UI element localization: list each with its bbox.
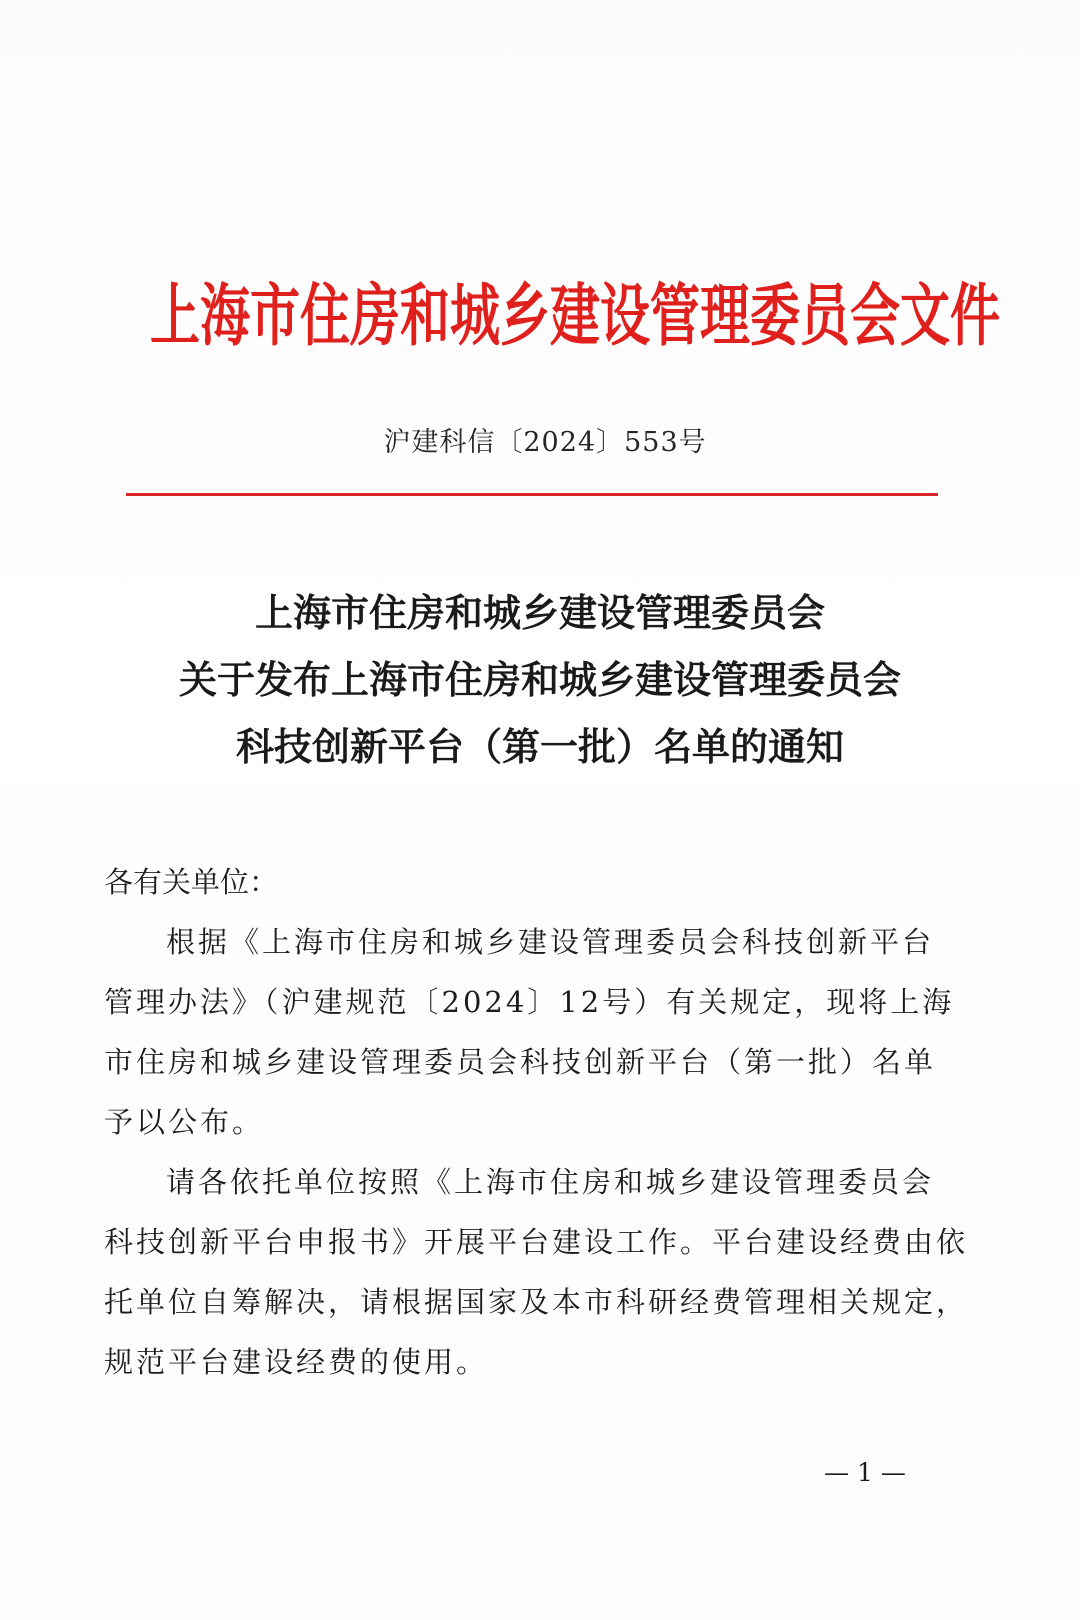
notice-title-line-1: 上海市住房和城乡建设管理委员会 [254,591,825,635]
paragraph-2-line-3: 托单位自筹解决，请根据国家及本市科研经费管理相关规定， [104,1285,969,1319]
notice-title-line-3: 科技创新平台（第一批）名单的通知 [235,725,844,769]
notice-title [100,580,980,781]
paragraph-2-line-2: 科技创新平台申报书》开展平台建设工作。平台建设经费由依 [104,1225,969,1259]
paragraph-2-line-4: 规范平台建设经费的使用。 [104,1345,489,1379]
header-divider [126,493,938,496]
notice-body [104,852,969,1392]
paragraph-1-line-3: 市住房和城乡建设管理委员会科技创新平台（第一批）名单 [104,1045,937,1079]
notice-title-line-2: 关于发布上海市住房和城乡建设管理委员会 [178,658,901,702]
paragraph-1-line-4: 予以公布。 [104,1105,265,1139]
issuer-header-title: 上海市住房和城乡建设管理委员会文件 [150,276,1000,356]
salutation: 各有关单位： [104,865,279,899]
page-number: — 1 — [824,1458,906,1487]
document-number: 沪建科信〔2024〕553号 [383,427,707,458]
paragraph-2-line-1: 请各依托单位按照《上海市住房和城乡建设管理委员会 [166,1165,935,1199]
paragraph-1-line-1: 根据《上海市住房和城乡建设管理委员会科技创新平台 [166,925,935,959]
paragraph-1-line-2: 管理办法》（沪建规范〔2024〕12号）有关规定，现将上海 [104,985,955,1019]
